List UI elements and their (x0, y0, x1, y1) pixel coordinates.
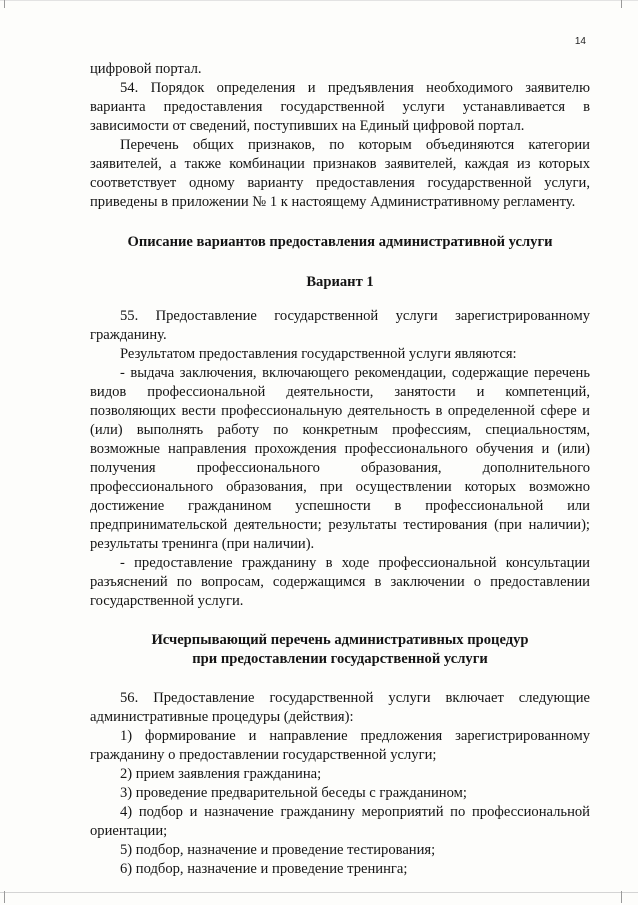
paragraph: 56. Предоставление государственной услуги включает следующие административные процедуры (действия): (90, 690, 590, 725)
scan-corner-mark (621, 0, 622, 8)
document-body (90, 60, 590, 879)
paragraph: 54. Порядок определения и предъявления необходимого заявителю варианта предоставления государственной услуги устанавливается в зависимости от сведений, поступивших на Единый цифровой портал. (90, 80, 590, 134)
section-heading-procedures (90, 631, 590, 669)
list-item: 6) подбор, назначение и проведение тренинга; (120, 861, 408, 877)
scan-corner-mark (4, 891, 5, 903)
list-item: - предоставление гражданину в ходе профессиональной консультации разъяснений по вопросам, содержащимся в заключении о предоставлении государственной услуги. (90, 555, 590, 609)
heading-line: Исчерпывающий перечень административных процедур (151, 632, 529, 648)
list-item: 5) подбор, назначение и проведение тестирования; (120, 842, 436, 858)
page-number: 14 (574, 36, 586, 47)
scan-corner-mark (4, 0, 5, 8)
section-procedures (90, 689, 590, 879)
list-item: 1) формирование и направление предложения зарегистрированному гражданину о предоставлении государственной услуги; (90, 728, 590, 763)
scan-top-edge (0, 0, 638, 6)
scan-bottom-edge (0, 892, 638, 893)
paragraph: Результатом предоставления государственной услуги являются: (120, 346, 517, 362)
section-heading-variant-1: Вариант 1 (306, 274, 374, 290)
list-item: - выдача заключения, включающего рекомендации, содержащие перечень видов профессиональной деятельности, занятости и компетенций, позволяющих вести профессиональную деятельность в определенной сфере и (или) выполнять работу по конкретным профессиям, специальностям, возможные направления прохождения профессионального обучения и (или) получения профессионального образования, дополнительного профессионального образования, при осуществлении которых возможно достижение гражданином успешности в профессиональной или предпринимательской деятельности; результаты тестирования (при наличии); результаты тренинга (при наличии). (90, 365, 590, 552)
scan-corner-mark (621, 891, 622, 903)
heading-line: при предоставлении государственной услуги (192, 651, 488, 667)
section-heading-variants: Описание вариантов предоставления административной услуги (127, 234, 553, 250)
paragraph: цифровой портал. (90, 61, 202, 77)
list-item: 3) проведение предварительной беседы с гражданином; (120, 785, 467, 801)
list-item: 2) прием заявления гражданина; (120, 766, 322, 782)
list-item: 4) подбор и назначение гражданину мероприятий по профессиональной ориентации; (90, 804, 590, 839)
paragraph: 55. Предоставление государственной услуги зарегистрированному гражданину. (90, 308, 590, 343)
paragraph: Перечень общих признаков, по которым объединяются категории заявителей, а также комбинации признаков заявителей, каждая из которых соответствует одному варианту предоставления государственной услуги, приведены в приложении № 1 к настоящему Административному регламенту. (90, 137, 590, 210)
section-variant-1 (90, 307, 590, 611)
section-intro (90, 60, 590, 212)
